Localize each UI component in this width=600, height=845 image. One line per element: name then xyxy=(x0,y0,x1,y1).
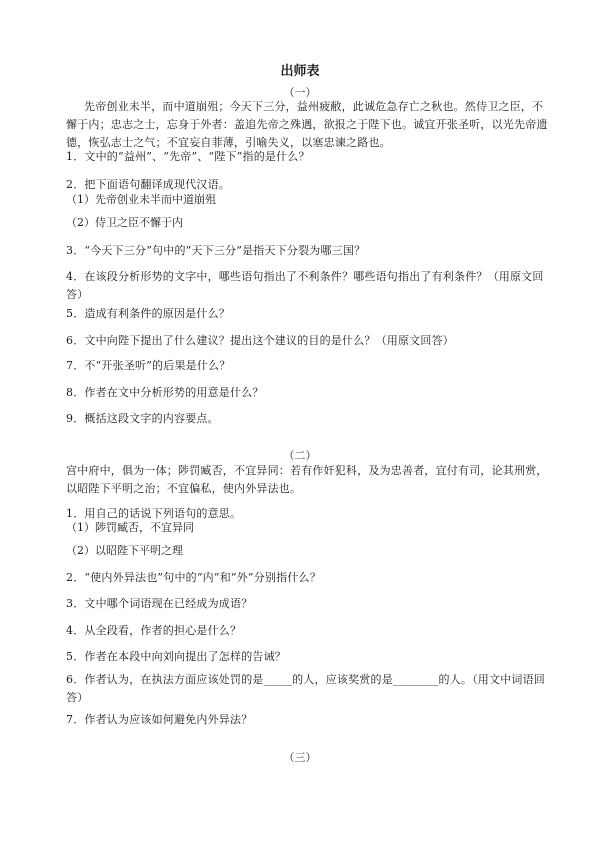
section-2-question-1: 1．用自己的话说下列语句的意思。 xyxy=(66,507,242,520)
section-2-question-3: 3．文中哪个词语现在已经成为成语？ xyxy=(66,597,253,610)
section-2-question-1-item-2: （2）以昭陛下平明之理 xyxy=(66,544,183,557)
section-2-question-5: 5．作者在本段中向刘向提出了怎样的告诫？ xyxy=(66,650,286,663)
section-1-question-2-item-2: （2）侍卫之臣不懈于内 xyxy=(66,216,183,229)
section-1-question-9: 9．概括这段文字的内容要点。 xyxy=(66,412,219,425)
section-2-question-7: 7．作者认为应该如何避免内外异法？ xyxy=(66,713,253,726)
section-1-question-2: 2．把下面语句翻译成现代汉语。 xyxy=(66,178,230,191)
page-title: 出师表 xyxy=(280,64,320,79)
section-1-question-5: 5．造成有利条件的原因是什么？ xyxy=(66,307,230,320)
section-2-question-4: 4．从全段看，作者的担心是什么？ xyxy=(66,624,242,637)
section-1-question-3: 3．“今天下三分”句中的“天下三分”是指天下分裂为哪三国？ xyxy=(66,244,366,257)
section-2-question-6: 6．作者认为，在执法方面应该处罚的是_____的人，应该奖赏的是________的人。（用文中词语回答） xyxy=(66,673,545,704)
section-1-question-2-item-1: （1）先帝创业未半而中道崩殂 xyxy=(66,193,216,206)
section-1-passage: 先帝创业未半，而中道崩殂；今天下三分，益州疲敝，此诚危急存亡之秋也。然侍卫之臣，不懈于内；忠志之士，忘身于外者：盖追先帝之殊遇，欲报之于陛下也。诚宜开张圣听，以光先帝遗德，恢弘志士之气；不宜妄自菲薄，引喻失义，以塞忠谏之路也。 xyxy=(66,100,548,149)
section-1-question-7: 7．不“开张圣听”的后果是什么？ xyxy=(66,359,231,372)
section-1-question-4: 4．在该段分析形势的文字中，哪些语句指出了不利条件？哪些语句指出了有利条件？（用原文回答） xyxy=(66,270,544,301)
section-1-question-1: 1．文中的“益州”、“先帝”、“陛下”指的是什么？ xyxy=(66,150,310,163)
section-2-heading: （二） xyxy=(283,449,317,462)
section-3-heading: （三） xyxy=(283,751,317,764)
section-2-passage: 宫中府中，俱为一体；陟罚臧否，不宜异同：若有作奸犯科，及为忠善者，宜付有司，论其刑赏，以昭陛下平明之治；不宜偏私，使内外异法也。 xyxy=(66,464,548,495)
section-1-question-6: 6．文中向陛下提出了什么建议？提出这个建议的目的是什么？（用原文回答） xyxy=(66,334,454,347)
section-1-heading: （一） xyxy=(283,86,317,99)
section-2-question-2: 2．“使内外异法也”句中的“内”和“外”分别指什么？ xyxy=(66,571,321,584)
section-1-question-8: 8．作者在文中分析形势的用意是什么？ xyxy=(66,386,264,399)
section-2-question-1-item-1: （1）陟罚臧否，不宜异同 xyxy=(66,521,194,534)
